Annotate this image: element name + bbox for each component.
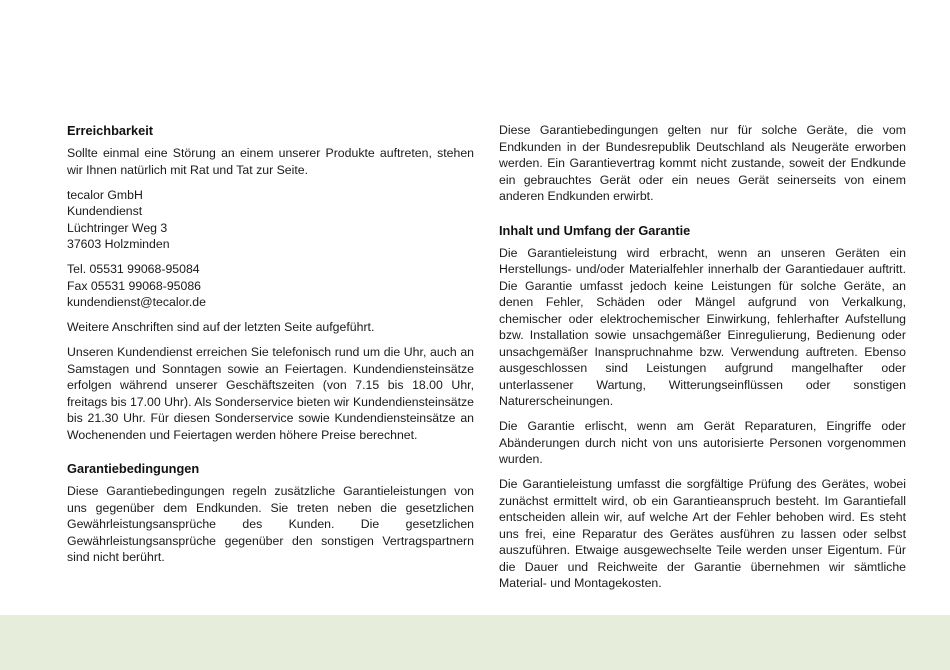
paragraph-more-addresses: Weitere Anschriften sind auf der letzten Seite aufgeführt. [67,320,375,334]
contact-email: kundendienst@tecalor.de [67,295,206,309]
right-column [499,122,906,600]
paragraph-guarantee-service: Die Garantieleistung umfasst die sorgfältige Prüfung des Gerätes, wobei zunächst ermittelt wird, ob ein Garantieanspruch besteht. Im Garantiefall entscheiden allein wir, auf welche Art der Fehler behoben wird. Es steht uns frei, eine Reparatur des Gerätes ausführen zu lassen oder selbst auszuführen. Etwaige ausgewechselte Teile werden unser Eigentum. Für die Dauer und Reichweite der Garantie übernehmen wir sämtliche Material- und Montagekosten. [499,477,906,590]
heading-reachability: Erreichbarkeit [67,123,154,138]
paragraph-guarantee-content: Die Garantieleistung wird erbracht, wenn an unseren Geräten ein Herstellungs- und/oder Materialfehler innerhalb der Garantiedauer auftritt. Die Garantie umfasst jedoch keine Leistungen für solche Geräte, an denen Fehler, Schäden oder Mängel aufgrund von Verkalkung, chemischer oder elektrochemischer Einwirkung, fehlerhafter Aufstellung bzw. Installation sowie unsachgemäßer Einregulierung, Bedienung oder unsachgemäßer Inanspruchnahme bzw. Verwendung auftreten. Ebenso ausgeschlossen sind Leistungen aufgrund mangelhafter oder unterlassener Wartung, Witterungseinflüssen oder sonstigen Naturerscheinungen. [499,245,906,408]
address-department: Kundendienst [67,204,143,218]
paragraph-guarantee-expiry: Die Garantie erlischt, wenn am Gerät Reparaturen, Eingriffe oder Abänderungen durch nicht von uns autorisierte Personen vorgenommen wurden. [499,419,906,466]
contact-phone: Tel. 05531 99068-95084 [67,262,200,276]
heading-guarantee-conditions: Garantiebedingungen [67,461,200,476]
contact-fax: Fax 05531 99068-95086 [67,278,202,293]
footer-band [0,615,950,670]
address-street: Lüchtringer Weg 3 [67,220,168,235]
left-column [67,122,474,574]
address-company: tecalor GmbH [67,187,143,202]
contact-block [67,261,474,311]
paragraph-reachability: Sollte einmal eine Störung an einem unserer Produkte auftreten, stehen wir Ihnen natürlich mit Rat und Tat zur Seite. [67,146,474,177]
paragraph-guarantee-conditions: Diese Garantiebedingungen regeln zusätzliche Garantieleistungen von uns gegenüber dem Endkunden. Sie treten neben die gesetzlichen Gewährleistungsansprüche des Kunden. Die gesetzlichen Gewährleistungsansprüche gegenüber den sonstigen Vertragspartnern sind nicht berührt. [67,484,474,564]
paragraph-service-hours: Unseren Kundendienst erreichen Sie telefonisch rund um die Uhr, auch an Samstagen und Sonntagen sowie an Feiertagen. Kundendiensteinsätze erfolgen während unserer Geschäftszeiten (von 7.15 bis 18.00 Uhr, freitags bis 17.00 Uhr). Als Sonderservice bieten wir Kundendiensteinsätze bis 21.30 Uhr. Für diesen Sonderservice sowie Kundendiensteinsätze an Wochenenden und Feiertagen werden höhere Preise berechnet. [67,345,474,442]
paragraph-guarantee-scope-intro: Diese Garantiebedingungen gelten nur für solche Geräte, die vom Endkunden in der Bundesrepublik Deutschland als Neugeräte erworben werden. Ein Garantievertrag kommt nicht zustande, soweit der Endkunde ein gebrauchtes Gerät oder ein neues Gerät seinerseits von einem anderen Endkunden erwirbt. [499,123,906,203]
address-block [67,187,474,253]
heading-guarantee-content: Inhalt und Umfang der Garantie [499,222,691,238]
address-city: 37603 Holzminden [67,237,170,251]
